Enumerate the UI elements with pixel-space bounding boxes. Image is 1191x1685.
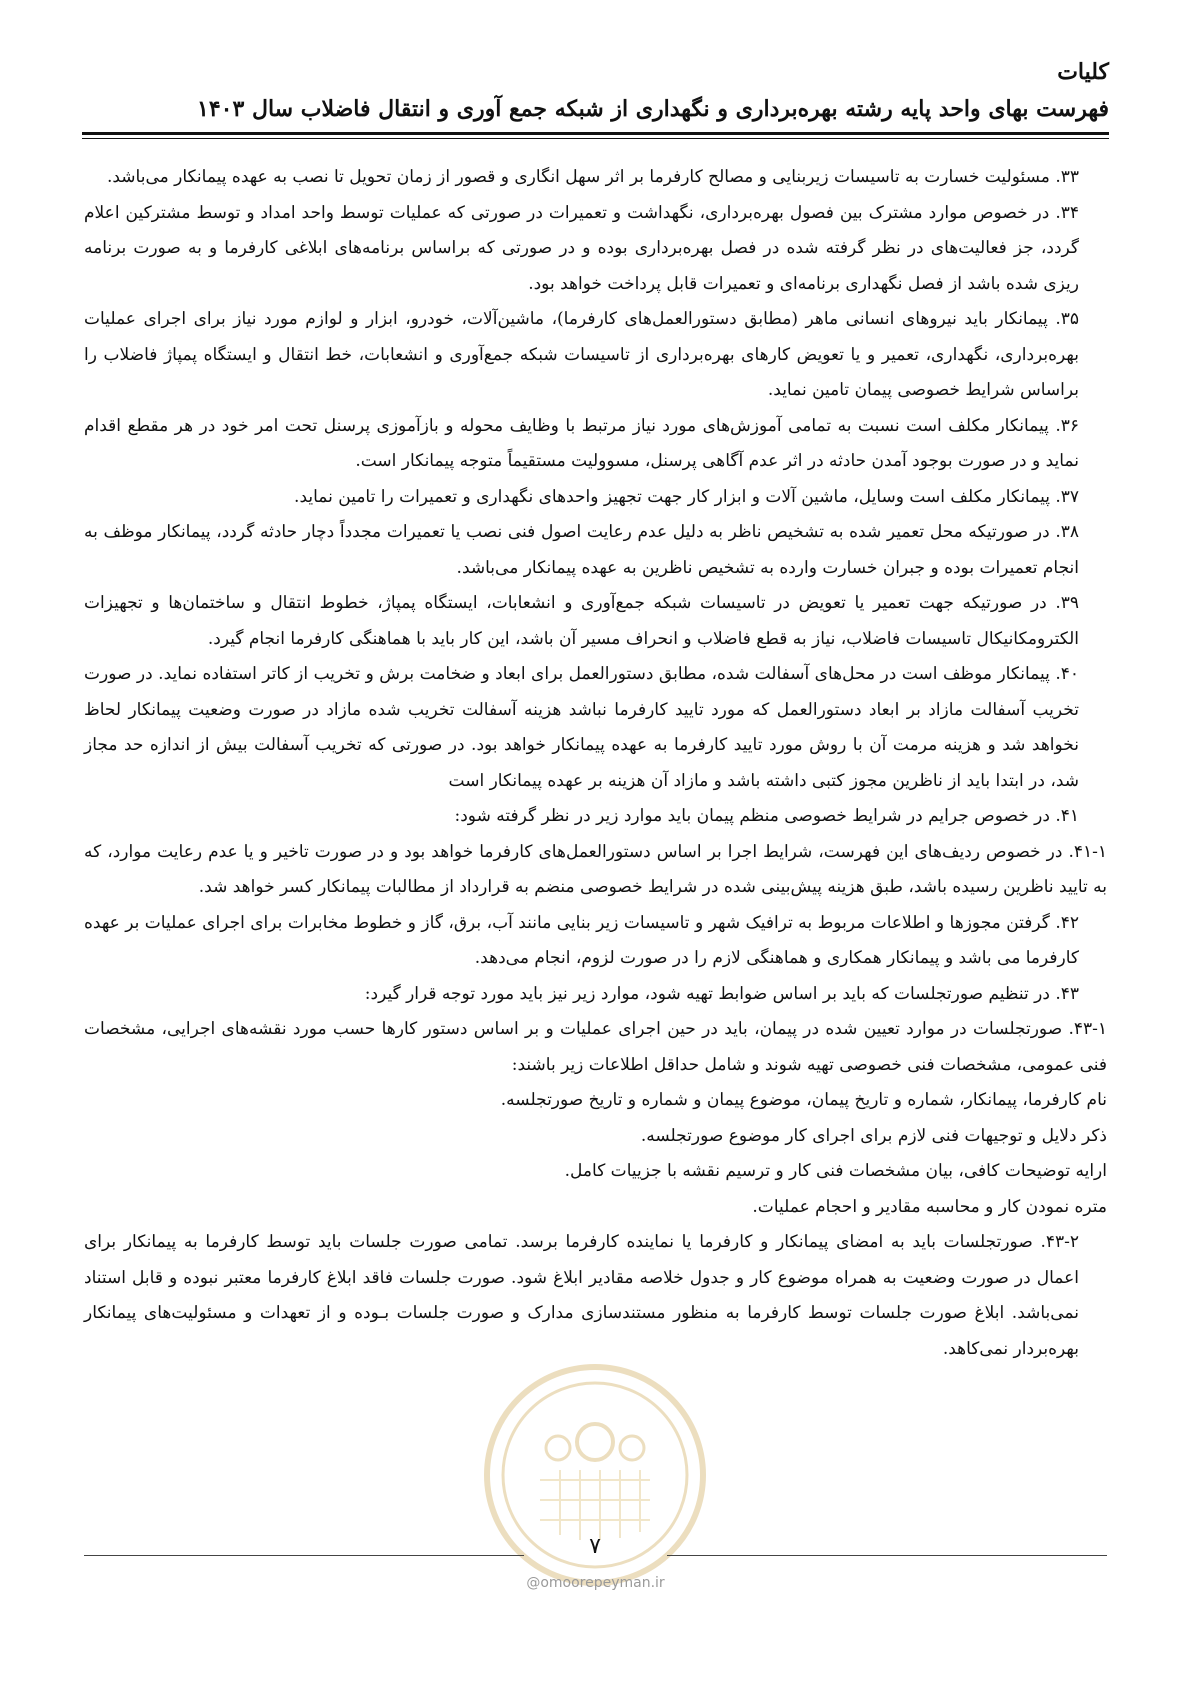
section-title: کلیات — [1057, 59, 1109, 85]
paragraph: ۴۳. در تنظیم صورتجلسات که باید بر اساس ضوابط تهیه شود، موارد زیر نیز باید مورد توجه قرار گیرد: — [364, 983, 1079, 1004]
page-number: ۷ — [589, 1534, 601, 1559]
list-item: ذکر دلایل و توجیهات فنی لازم برای اجرای کار موضوع صورتجلسه. — [640, 1125, 1107, 1146]
page-header — [82, 56, 1109, 126]
paragraph: ۳۳. مسئولیت خسارت به تاسیسات زیربنایی و مصالح کارفرما بر اثر سهل انگاری و قصور از زمان تحویل تا نصب به عهده پیمانکار می‌باشد. — [106, 167, 1079, 187]
document-body — [84, 160, 1107, 1367]
footer-rule-left — [84, 1555, 524, 1556]
paragraph: ۳۴. در خصوص موارد مشترک بین فصول بهره‌برداری، نگهداشت و تعمیرات در صورتی که عملیات توسط واحد امداد و توسط مشترکین اعلام گردد، جز فعالیت‌های در نظر گرفته شده در فصل بهره‌برداری بوده و در صورتی که براساس برنامه‌های ابلاغی کارفرما و به صورت برنامه ریزی شده باشد از فصل نگهداری برنامه‌ای و تعمیرات قابل پرداخت خواهد بود. — [84, 202, 1079, 294]
paragraph: ۴۱-۱. در خصوص ردیف‌های این فهرست، شرایط اجرا بر اساس دستورالعمل‌های کارفرما خواهد بود و در صورت تاخیر و یا عدم رعایت موارد، که به تایید ناظرین رسیده باشد، طبق هزینه پیش‌بینی شده در شرایط خصوصی منضم به قرارداد از مطالبات پیمانکار کسر خواهد شد. — [84, 841, 1107, 897]
paragraph: ۳۸. در صورتیکه محل تعمیر شده به تشخیص ناظر به دلیل عدم رعایت اصول فنی نصب یا تعمیرات مجدداً دچار حادثه گردد، پیمانکار موظف به انجام تعمیرات بوده و جبران خسارت وارده به تشخیص ناظرین به عهده پیمانکار می‌باشد. — [84, 522, 1079, 578]
paragraph: ۴۳-۲. صورتجلسات باید به امضای پیمانکار و کارفرما یا نماینده کارفرما برسد. تمامی صورت جلسات باید توسط کارفرما به پیمانکار برای اعمال در صورت وضعیت به همراه موضوع کار و جدول خلاصه مقادیر ابلاغ شود. صورت جلسات فاقد ابلاغ کارفرما معتبر نبوده و قابل استناد نمی‌باشد. ابلاغ صورت جلسات توسط کارفرما به منظور مستندسازی مدارک و صورت جلسات بـوده و از تعهدات و مسئولیت‌های پیمانکار بهره‌بردار نمی‌کاهد. — [84, 1232, 1079, 1359]
list-item: متره نمودن کار و محاسبه مقادیر و احجام عملیات. — [752, 1196, 1107, 1217]
list-item: نام کارفرما، پیمانکار، شماره و تاریخ پیمان، موضوع پیمان و شماره و تاریخ صورتجلسه. — [500, 1090, 1107, 1110]
document-title: فهرست بهای واحد پایه رشته بهره‌برداری و نگهداری از شبکه جمع آوری و انتقال فاضلاب سال ۱۴۰۳ — [197, 96, 1109, 122]
footer-rule-right — [667, 1555, 1107, 1556]
paragraph: ۴۲. گرفتن مجوزها و اطلاعات مربوط به ترافیک شهر و تاسیسات زیر بنایی مانند آب، برق، گاز و خطوط مخابرات برای اجرای عملیات بر عهده کارفرما می باشد و پیمانکار همکاری و هماهنگی لازم را در صورت لزوم، انجام می‌دهد. — [84, 912, 1079, 968]
paragraph: ۳۷. پیمانکار مکلف است وسایل، ماشین آلات و ابزار کار جهت تجهیز واحدهای نگهداری و تعمیرات را تامین نماید. — [294, 486, 1079, 507]
paragraph: ۴۰. پیمانکار موظف است در محل‌های آسفالت شده، مطابق دستورالعمل برای ابعاد و ضخامت برش و تخریب از کاتر استفاده نماید. در صورت تخریب آسفالت مازاد بر ابعاد دستورالعمل که مورد تایید کارفرما نباشد هزینه آسفالت تخریب شده مازاد در صورت وضعیت پیمانکار لحاظ نخواهد شد و هزینه مرمت آن با روش مورد تایید کارفرما به عهده پیمانکار خواهد بود. در صورتی که تخریب آسفالت بیش از اندازه حد مجاز شد، در ابتدا باید از ناظرین مجوز کتبی داشته باشد و مازاد آن هزینه بر عهده پیمانکار است — [84, 664, 1079, 791]
paragraph: ۳۵. پیمانکار باید نیروهای انسانی ماهر (مطابق دستورالعمل‌های کارفرما)، ماشین‌آلات، خودرو، ابزار و لوازم مورد نیاز برای اجرای عملیات بهره‌برداری، نگهداری، تعمیر و یا تعویض کارهای بهره‌برداری از تاسیسات شبکه جمع‌آوری و انشعابات، خط انتقال و ایستگاه پمپاژ فاضلاب را براساس شرایط خصوصی پیمان تامین نماید. — [84, 309, 1079, 400]
paragraph: ۳۶. پیمانکار مکلف است نسبت به تمامی آموزش‌های مورد نیاز مرتبط با وظایف محوله و بازآموزی پرسنل تحت امر خود در هر مقطع اقدام نماید و در صورت بوجود آمدن حادثه در اثر عدم آگاهی پرسنل، مسوولیت مستقیماً متوجه پیمانکار است. — [84, 415, 1079, 471]
paragraph: ۳۹. در صورتیکه جهت تعمیر یا تعویض در تاسیسات شبکه جمع‌آوری و انشعابات، ایستگاه پمپاژ، خطوط انتقال و ساختمان‌ها و تجهیزات الکترومکانیکال تاسیسات فاضلاب، نیاز به قطع فاضلاب و انحراف مسیر آن باشد، این کار باید با هماهنگی کارفرما انجام گیرد. — [84, 593, 1079, 649]
paragraph: ۴۱. در خصوص جرایم در شرایط خصوصی منظم پیمان باید موارد زیر در نظر گرفته شود: — [454, 806, 1079, 826]
list-item: ارایه توضیحات کافی، بیان مشخصات فنی کار و ترسیم نقشه با جزییات کامل. — [564, 1161, 1107, 1181]
header-rule-thin — [82, 138, 1109, 139]
paragraph: ۴۳-۱. صورتجلسات در موارد تعیین شده در پیمان، باید در حین اجرای عملیات و بر اساس دستور کارها حسب مورد نقشه‌های اجرایی، مشخصات فنی عمومی، مشخصات فنی خصوصی تهیه شوند و شامل حداقل اطلاعات زیر باشند: — [84, 1019, 1107, 1075]
header-rule-thick — [82, 132, 1109, 135]
website-watermark: @omoorepeyman.ir — [526, 1575, 665, 1591]
